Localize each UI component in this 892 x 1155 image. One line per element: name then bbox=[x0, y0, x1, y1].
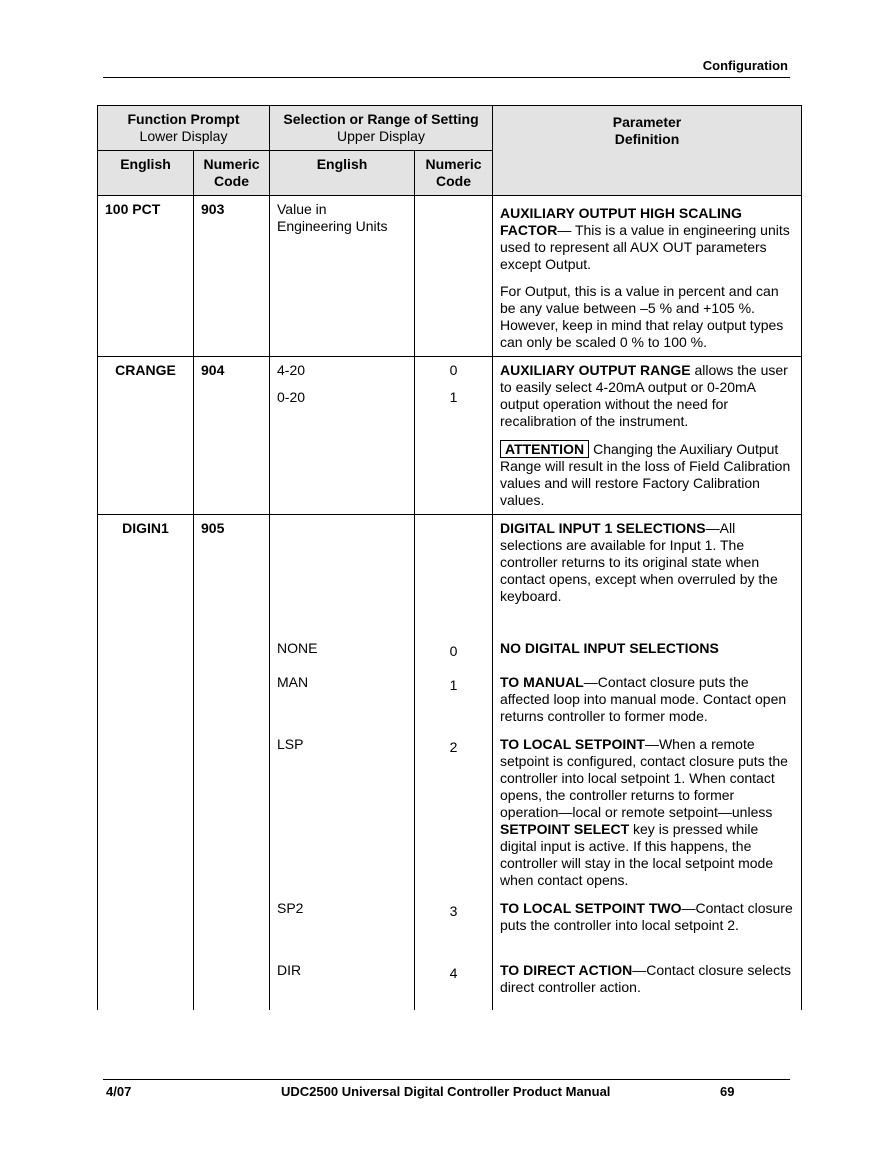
definition-text: For Output, this is a value in percent and can be any value between –5 % and +105 %. However, keep in mind that relay output types can only be scaled 0 % to 100 %. bbox=[500, 283, 784, 350]
selection-code: 4 bbox=[449, 965, 458, 981]
english-label: English bbox=[316, 156, 368, 172]
lower-english-header bbox=[98, 151, 194, 196]
definition-cell bbox=[493, 515, 802, 1011]
definition-cell bbox=[493, 357, 802, 515]
selection-cell bbox=[270, 196, 415, 357]
selection-code: 3 bbox=[449, 903, 458, 919]
definition-text: —Contact closure selects direct controller action. bbox=[500, 962, 791, 995]
prompt-cell bbox=[98, 196, 194, 357]
definition-text: —Contact closure puts the controller into local setpoint 2. bbox=[500, 900, 793, 933]
selection-code: 0 bbox=[449, 362, 458, 378]
table-row bbox=[98, 515, 802, 1011]
selection-text: LSP bbox=[277, 736, 304, 752]
table-row bbox=[98, 357, 802, 515]
numeric-label: Numeric bbox=[425, 156, 482, 172]
definition-text: —When a remote setpoint is configured, contact closure puts the controller into local setpoint 1. When contact opens, the controller returns to former operation—local or remote setpoint—unless bbox=[500, 736, 788, 820]
definition-title: AUXILIARY OUTPUT RANGE bbox=[500, 362, 691, 378]
definition-text: —All selections are available for Input 1. The controller returns to its original state when contact opens, except when overruled by the keyboard. bbox=[500, 520, 778, 604]
definition-text: — This is a value in engineering units used to represent all AUX OUT parameters except Output. bbox=[500, 222, 790, 272]
code-cell bbox=[194, 196, 270, 357]
definition-title: TO MANUAL bbox=[500, 674, 584, 690]
selection-label: Selection or Range of Setting bbox=[283, 111, 479, 127]
upper-numeric-header bbox=[415, 151, 493, 196]
header-rule bbox=[103, 77, 790, 78]
list-item bbox=[500, 674, 794, 736]
prompt-text: CRANGE bbox=[115, 362, 176, 378]
code-text: 903 bbox=[201, 201, 225, 217]
list-item bbox=[500, 962, 794, 1002]
definition-title: DIGITAL INPUT 1 SELECTIONS bbox=[500, 520, 706, 536]
list-item bbox=[277, 962, 407, 1002]
list-item bbox=[277, 736, 407, 900]
list-item bbox=[277, 674, 407, 736]
english-label: English bbox=[120, 156, 171, 172]
list-item bbox=[277, 640, 407, 674]
upper-english-header bbox=[270, 151, 415, 196]
selection-text: MAN bbox=[277, 674, 309, 690]
code-label: Code bbox=[436, 173, 471, 189]
prompt-text: DIGIN1 bbox=[122, 520, 169, 536]
selection-text: 4-20 bbox=[277, 362, 306, 378]
footer-manual-title: UDC2500 Universal Digital Controller Product Manual bbox=[281, 1084, 611, 1099]
footer-page-number: 69 bbox=[720, 1084, 735, 1099]
parameter-label: Parameter bbox=[612, 114, 682, 130]
definition-text: allows the user to easily select 4-20mA output or 0-20mA output operation without the need for recalibration of the instrument. bbox=[500, 362, 788, 429]
definition-label: Definition bbox=[614, 131, 680, 147]
lower-display-label: Lower Display bbox=[139, 128, 228, 144]
selection-code: 1 bbox=[449, 677, 458, 693]
attention-text: Changing the Auxiliary Output Range will result in the loss of Field Calibration values and will restore Factory Calibration values. bbox=[500, 441, 791, 508]
table-row bbox=[98, 196, 802, 357]
config-table bbox=[97, 105, 802, 1010]
prompt-text: 100 PCT bbox=[105, 201, 161, 217]
definition-text: key is pressed while digital input is active. If this happens, the controller will stay in the local setpoint mode when contact opens. bbox=[500, 821, 774, 888]
selection-code: 1 bbox=[449, 389, 458, 405]
definition-cell bbox=[493, 196, 802, 357]
parameter-definition-header bbox=[493, 106, 802, 196]
function-prompt-label: Function Prompt bbox=[127, 111, 240, 127]
definition-title: TO DIRECT ACTION bbox=[500, 962, 633, 978]
selection-cell bbox=[270, 515, 415, 1011]
code-label: Code bbox=[214, 173, 249, 189]
definition-title: NO DIGITAL INPUT SELECTIONS bbox=[500, 640, 719, 656]
code-text: 904 bbox=[201, 362, 225, 378]
footer-rule bbox=[103, 1079, 790, 1080]
selection-header bbox=[270, 106, 493, 151]
definition-text: —Contact closure puts the affected loop into manual mode. Contact open returns controller to former mode. bbox=[500, 674, 787, 724]
selection-code: 0 bbox=[449, 643, 458, 659]
upper-display-label: Upper Display bbox=[337, 128, 425, 144]
definition-title: TO LOCAL SETPOINT bbox=[500, 736, 645, 752]
selection-text: NONE bbox=[277, 640, 318, 656]
selection-code-cell bbox=[415, 196, 493, 357]
list-item bbox=[277, 900, 407, 962]
code-text: 905 bbox=[201, 520, 225, 536]
list-item bbox=[500, 736, 794, 900]
selection-text: 0-20 bbox=[277, 389, 306, 405]
selection-code: 2 bbox=[449, 739, 458, 755]
selection-text: Engineering Units bbox=[277, 218, 388, 234]
list-item bbox=[500, 640, 794, 674]
numeric-label: Numeric bbox=[203, 156, 260, 172]
selection-text: DIR bbox=[277, 962, 302, 978]
prompt-cell bbox=[98, 515, 194, 1011]
footer-date: 4/07 bbox=[106, 1084, 132, 1099]
attention-badge: ATTENTION bbox=[500, 440, 589, 458]
selection-code-cell bbox=[415, 515, 493, 1011]
list-item bbox=[500, 900, 794, 962]
code-cell bbox=[194, 357, 270, 515]
key-name: SETPOINT SELECT bbox=[500, 821, 630, 837]
section-title: Configuration bbox=[702, 58, 788, 73]
function-prompt-header bbox=[98, 106, 270, 151]
definition-title: AUXILIARY OUTPUT HIGH SCALING FACTOR bbox=[500, 205, 742, 238]
prompt-cell bbox=[98, 357, 194, 515]
selection-text: Value in bbox=[277, 201, 327, 217]
selection-code-cell bbox=[415, 357, 493, 515]
lower-numeric-header bbox=[194, 151, 270, 196]
code-cell bbox=[194, 515, 270, 1011]
selection-cell bbox=[270, 357, 415, 515]
selection-text: SP2 bbox=[277, 900, 304, 916]
definition-title: TO LOCAL SETPOINT TWO bbox=[500, 900, 682, 916]
